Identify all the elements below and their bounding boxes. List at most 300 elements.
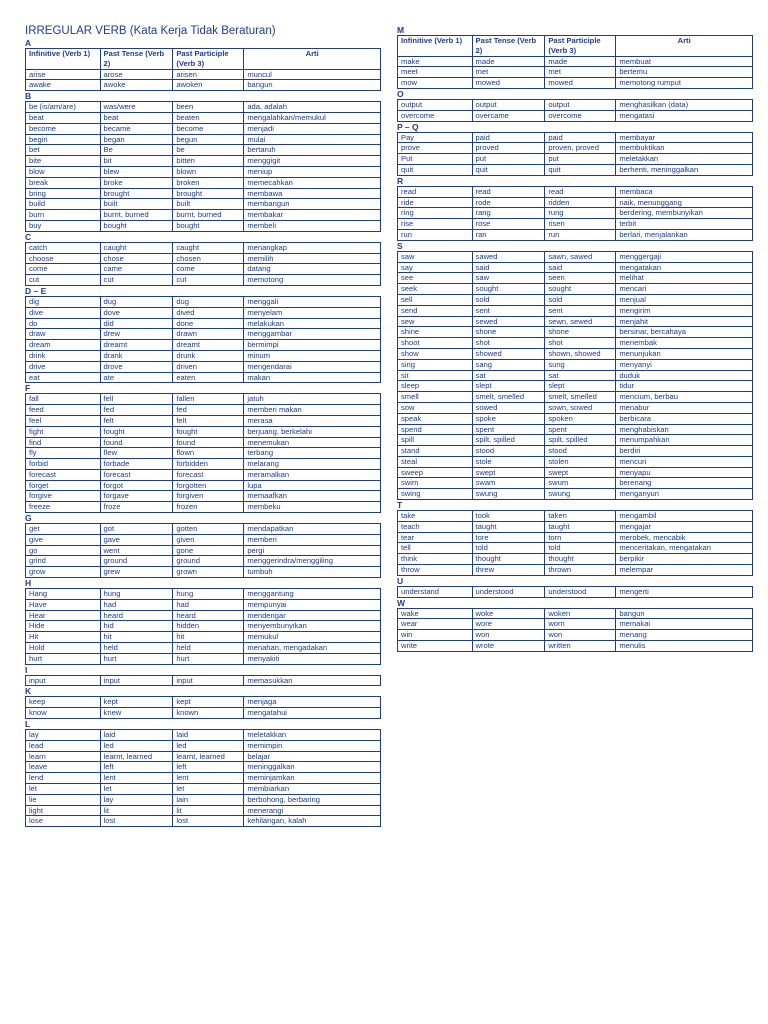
section-letter: G (25, 513, 32, 524)
table-cell: melarang (244, 459, 381, 470)
table-cell: be (is/am/are) (26, 102, 101, 113)
table-row (26, 177, 381, 188)
table-cell: rang (472, 208, 545, 219)
table-cell: menjaga (244, 697, 381, 708)
table-cell: brought (173, 188, 244, 199)
table-row (398, 359, 753, 370)
section-letter: D – E (25, 285, 47, 296)
table-cell: smelt, smelled (545, 392, 616, 403)
table-cell: mengatakan (616, 262, 753, 273)
table-cell: menyelam (244, 307, 381, 318)
table-cell: terbit (616, 219, 753, 230)
table-row (26, 415, 381, 426)
table-cell: shown, showed (545, 348, 616, 359)
table-cell: brought (100, 188, 173, 199)
section-letter: L (25, 719, 31, 730)
table-cell: knew (100, 708, 173, 719)
table-cell: tumbuh (244, 567, 381, 578)
section-letter: C (25, 231, 32, 242)
table-cell: datang (244, 264, 381, 275)
table-cell: let (100, 784, 173, 795)
page-title: IRREGULAR VERB (Kata Kerja Tidak Beraturan) (25, 25, 276, 37)
table-cell: sewn, sewed (545, 316, 616, 327)
table-cell: become (26, 123, 101, 134)
table-cell: meletakkan (616, 154, 753, 165)
table-cell: dug (100, 296, 173, 307)
table-cell: showed (472, 348, 545, 359)
table-row (398, 78, 753, 89)
table-cell: swung (472, 489, 545, 500)
table-cell: membayar (616, 132, 753, 143)
table-cell: gotten (173, 524, 244, 535)
table-row (26, 534, 381, 545)
table-cell: learnt, learned (100, 751, 173, 762)
table-cell: left (173, 762, 244, 773)
table-cell: steal (398, 456, 473, 467)
table-cell: burnt, burned (100, 210, 173, 221)
table-cell: met (545, 67, 616, 78)
table-cell: menggali (244, 296, 381, 307)
table-cell: naik, menunggang (616, 197, 753, 208)
table-cell: berdiri (616, 446, 753, 457)
table-cell: bertaruh (244, 145, 381, 156)
table-cell: rung (545, 208, 616, 219)
table-cell: slept (472, 381, 545, 392)
table-row (26, 653, 381, 664)
table-cell: take (398, 511, 473, 522)
table-cell: sold (545, 294, 616, 305)
right-column (397, 25, 753, 652)
table-cell: overcame (472, 110, 545, 121)
table-cell: bangun (244, 80, 381, 91)
table-cell: caught (173, 242, 244, 253)
table-row (398, 413, 753, 424)
table-cell: build (26, 199, 101, 210)
table-cell: minum (244, 350, 381, 361)
verb-table (397, 251, 753, 500)
table-row (398, 467, 753, 478)
table-cell: worn (545, 619, 616, 630)
table-row (398, 532, 753, 543)
table-cell: Be (100, 145, 173, 156)
table-cell: made (545, 56, 616, 67)
table-cell: output (472, 99, 545, 110)
table-cell: feel (26, 415, 101, 426)
table-cell: membangun (244, 199, 381, 210)
section-letter: H (25, 578, 32, 589)
table-cell: thought (472, 554, 545, 565)
table-cell: menumpahkan (616, 435, 753, 446)
table-cell: learn (26, 751, 101, 762)
table-cell: sowed (472, 402, 545, 413)
table-cell: felt (173, 415, 244, 426)
table-cell: ran (472, 229, 545, 240)
table-cell: break (26, 177, 101, 188)
table-row (26, 675, 381, 686)
verb-table (397, 35, 753, 89)
table-cell: berenang (616, 478, 753, 489)
table-cell: membeli (244, 220, 381, 231)
table-cell: did (100, 318, 173, 329)
table-cell: shone (472, 327, 545, 338)
table-cell: found (173, 437, 244, 448)
table-cell: lay (100, 794, 173, 805)
table-row (26, 480, 381, 491)
table-cell: berhenti, meninggalkan (616, 164, 753, 175)
table-cell: menggambar (244, 329, 381, 340)
table-cell: give (26, 534, 101, 545)
table-row (398, 456, 753, 467)
table-cell: hurt (26, 653, 101, 664)
table-cell: Have (26, 599, 101, 610)
table-cell: bangun (616, 608, 753, 619)
table-row (26, 102, 381, 113)
section-letter: U (397, 575, 404, 586)
table-cell: forbidden (173, 459, 244, 470)
table-cell: swept (472, 467, 545, 478)
table-cell: output (398, 99, 473, 110)
table-cell: meet (398, 67, 473, 78)
table-cell: seen (545, 273, 616, 284)
table-cell: paid (472, 132, 545, 143)
table-cell: fought (173, 426, 244, 437)
table-cell: forecast (26, 469, 101, 480)
table-cell: fight (26, 426, 101, 437)
table-cell: sweep (398, 467, 473, 478)
table-row (398, 110, 753, 121)
table-cell: dreamt (173, 340, 244, 351)
table-row (398, 543, 753, 554)
table-cell: found (100, 437, 173, 448)
table-cell: bertemu (616, 67, 753, 78)
table-cell: tell (398, 543, 473, 554)
table-cell: send (398, 305, 473, 316)
table-cell: fall (26, 394, 101, 405)
table-cell: had (173, 599, 244, 610)
table-cell: heard (100, 610, 173, 621)
table-cell: hurt (100, 653, 173, 664)
table-cell: rise (398, 219, 473, 230)
table-cell: swung (545, 489, 616, 500)
table-row (26, 307, 381, 318)
table-cell: mencium, berbau (616, 392, 753, 403)
table-cell: rode (472, 197, 545, 208)
table-cell: menjual (616, 294, 753, 305)
table-cell: fallen (173, 394, 244, 405)
table-cell: let (26, 784, 101, 795)
table-row (26, 318, 381, 329)
table-cell: menyembunyikan (244, 621, 381, 632)
table-cell: grow (26, 567, 101, 578)
column-header: Arti (616, 36, 753, 57)
verb-table (25, 242, 381, 286)
table-cell: menggerindra/menggiling (244, 556, 381, 567)
table-cell: write (398, 641, 473, 652)
table-cell: keep (26, 697, 101, 708)
table-cell: broke (100, 177, 173, 188)
table-cell: get (26, 524, 101, 535)
table-cell: swept (545, 467, 616, 478)
table-row (398, 56, 753, 67)
table-cell: wore (472, 619, 545, 630)
section-letter: F (25, 383, 31, 394)
table-cell: mengatasi (616, 110, 753, 121)
table-header-row (26, 49, 381, 70)
table-cell: merobek, mencabik (616, 532, 753, 543)
table-cell: tidur (616, 381, 753, 392)
table-cell: ring (398, 208, 473, 219)
table-cell: prove (398, 143, 473, 154)
table-cell: won (472, 630, 545, 641)
table-cell: spilt, spilled (472, 435, 545, 446)
table-cell: forgive (26, 491, 101, 502)
verb-table (397, 99, 753, 122)
table-cell: throw (398, 565, 473, 576)
section-letter: I (25, 664, 28, 675)
table-cell: lead (26, 740, 101, 751)
table-cell: berbicara (616, 413, 753, 424)
table-row (26, 112, 381, 123)
table-row (26, 773, 381, 784)
table-row (26, 275, 381, 286)
table-row (398, 565, 753, 576)
verb-table (25, 523, 381, 578)
table-cell: drink (26, 350, 101, 361)
verb-table (397, 510, 753, 576)
table-cell: left (100, 762, 173, 773)
table-cell: cut (26, 275, 101, 286)
table-cell: hit (100, 632, 173, 643)
table-cell: menyakiti (244, 653, 381, 664)
table-cell: let (173, 784, 244, 795)
table-cell: menabur (616, 402, 753, 413)
table-cell: lupa (244, 480, 381, 491)
table-cell: dug (173, 296, 244, 307)
table-row (398, 327, 753, 338)
table-cell: membeku (244, 502, 381, 513)
table-cell: menjadi (244, 123, 381, 134)
table-row (26, 210, 381, 221)
table-row (398, 511, 753, 522)
table-cell: was/were (100, 102, 173, 113)
table-cell: sought (545, 284, 616, 295)
table-cell: arose (100, 69, 173, 80)
table-cell: Hide (26, 621, 101, 632)
table-cell: sought (472, 284, 545, 295)
table-row (398, 208, 753, 219)
table-row (26, 708, 381, 719)
table-row (26, 80, 381, 91)
table-cell: wake (398, 608, 473, 619)
table-row (26, 426, 381, 437)
verb-table (25, 729, 381, 827)
table-cell: lost (100, 816, 173, 827)
table-cell: bersinar, bercahaya (616, 327, 753, 338)
table-cell: membawa (244, 188, 381, 199)
table-cell: mendapatkan (244, 524, 381, 535)
table-cell: see (398, 273, 473, 284)
table-cell: sow (398, 402, 473, 413)
table-row (26, 740, 381, 751)
table-cell: speak (398, 413, 473, 424)
table-cell: bite (26, 156, 101, 167)
table-cell: mendengar (244, 610, 381, 621)
verb-table (25, 101, 381, 232)
table-cell: hidden (173, 621, 244, 632)
table-cell: thought (545, 554, 616, 565)
table-cell: sold (472, 294, 545, 305)
table-cell: Pay (398, 132, 473, 143)
table-cell: swim (398, 478, 473, 489)
table-cell: flown (173, 448, 244, 459)
table-cell: shot (472, 338, 545, 349)
table-row (398, 641, 753, 652)
table-cell: sung (545, 359, 616, 370)
table-cell: wrote (472, 641, 545, 652)
table-cell: know (26, 708, 101, 719)
table-cell: sat (545, 370, 616, 381)
table-cell: laid (100, 730, 173, 741)
table-cell: forecast (100, 469, 173, 480)
table-cell: came (100, 264, 173, 275)
table-cell: beat (100, 112, 173, 123)
table-cell: known (173, 708, 244, 719)
table-row (26, 491, 381, 502)
table-cell: proven, proved (545, 143, 616, 154)
table-cell: menggantung (244, 589, 381, 600)
table-cell: forget (26, 480, 101, 491)
table-cell: sent (472, 305, 545, 316)
table-cell: fed (100, 405, 173, 416)
table-row (398, 251, 753, 262)
verb-table (397, 586, 753, 598)
table-cell: bring (26, 188, 101, 199)
table-cell: memecahkan (244, 177, 381, 188)
table-cell: bought (100, 220, 173, 231)
table-row (26, 697, 381, 708)
table-cell: tear (398, 532, 473, 543)
table-cell: sang (472, 359, 545, 370)
table-row (26, 361, 381, 372)
table-cell: stolen (545, 456, 616, 467)
table-cell: dig (26, 296, 101, 307)
table-cell: memakai (616, 619, 753, 630)
table-cell: menunjukan (616, 348, 753, 359)
table-row (398, 99, 753, 110)
table-cell: forgot (100, 480, 173, 491)
column-header: Past Participle (Verb 3) (545, 36, 616, 57)
table-cell: met (472, 67, 545, 78)
section-letter: B (25, 91, 32, 102)
table-cell: felt (100, 415, 173, 426)
table-row (26, 567, 381, 578)
table-cell: Hang (26, 589, 101, 600)
table-row (398, 154, 753, 165)
table-cell: terbang (244, 448, 381, 459)
table-cell: meniup (244, 166, 381, 177)
table-cell: put (472, 154, 545, 165)
table-row (398, 402, 753, 413)
table-cell: kept (173, 697, 244, 708)
table-cell: memaafkan (244, 491, 381, 502)
table-cell: hurt (173, 653, 244, 664)
table-cell: won (545, 630, 616, 641)
table-cell: berdering, membunyikan (616, 208, 753, 219)
table-cell: mow (398, 78, 473, 89)
table-cell: membakar (244, 210, 381, 221)
table-cell: driven (173, 361, 244, 372)
table-cell: lose (26, 816, 101, 827)
table-cell: begun (173, 134, 244, 145)
table-cell: sat (472, 370, 545, 381)
table-cell: membiarkan (244, 784, 381, 795)
table-cell: spill (398, 435, 473, 446)
table-cell: gave (100, 534, 173, 545)
table-cell: kehilangan, kalah (244, 816, 381, 827)
table-row (398, 424, 753, 435)
table-cell: quit (472, 164, 545, 175)
table-cell: bit (100, 156, 173, 167)
table-cell: think (398, 554, 473, 565)
table-cell: drank (100, 350, 173, 361)
table-cell: dive (26, 307, 101, 318)
table-cell: shone (545, 327, 616, 338)
table-cell: grind (26, 556, 101, 567)
table-cell: menahan, mengadakan (244, 643, 381, 654)
column-header: Infinitive (Verb 1) (398, 36, 473, 57)
table-cell: led (100, 740, 173, 751)
table-cell: sown, sowed (545, 402, 616, 413)
table-cell: sell (398, 294, 473, 305)
table-cell: mencuri (616, 456, 753, 467)
table-cell: given (173, 534, 244, 545)
table-cell: understand (398, 586, 473, 597)
table-cell: menjahit (616, 316, 753, 327)
table-cell: swing (398, 489, 473, 500)
table-cell: gone (173, 545, 244, 556)
table-cell: sewed (472, 316, 545, 327)
table-cell: show (398, 348, 473, 359)
table-cell: spoke (472, 413, 545, 424)
table-cell: sawed (472, 251, 545, 262)
table-cell: rose (472, 219, 545, 230)
table-cell: flew (100, 448, 173, 459)
table-cell: membuktikan (616, 143, 753, 154)
table-row (26, 599, 381, 610)
table-row (26, 469, 381, 480)
table-cell: woken (545, 608, 616, 619)
table-cell: Put (398, 154, 473, 165)
table-cell: eaten (173, 372, 244, 383)
section-letter: T (397, 500, 403, 511)
table-cell: got (100, 524, 173, 535)
table-row (26, 730, 381, 741)
table-cell: awoke (100, 80, 173, 91)
table-row (398, 262, 753, 273)
table-cell: menghabiskan (616, 424, 753, 435)
table-cell: menulis (616, 641, 753, 652)
table-cell: buy (26, 220, 101, 231)
left-column (25, 38, 381, 827)
table-cell: sit (398, 370, 473, 381)
table-cell: kept (100, 697, 173, 708)
table-cell: muncul (244, 69, 381, 80)
table-cell: mengerti (616, 586, 753, 597)
table-cell: stood (545, 446, 616, 457)
table-cell: burn (26, 210, 101, 221)
table-cell: heard (173, 610, 244, 621)
table-cell: done (173, 318, 244, 329)
